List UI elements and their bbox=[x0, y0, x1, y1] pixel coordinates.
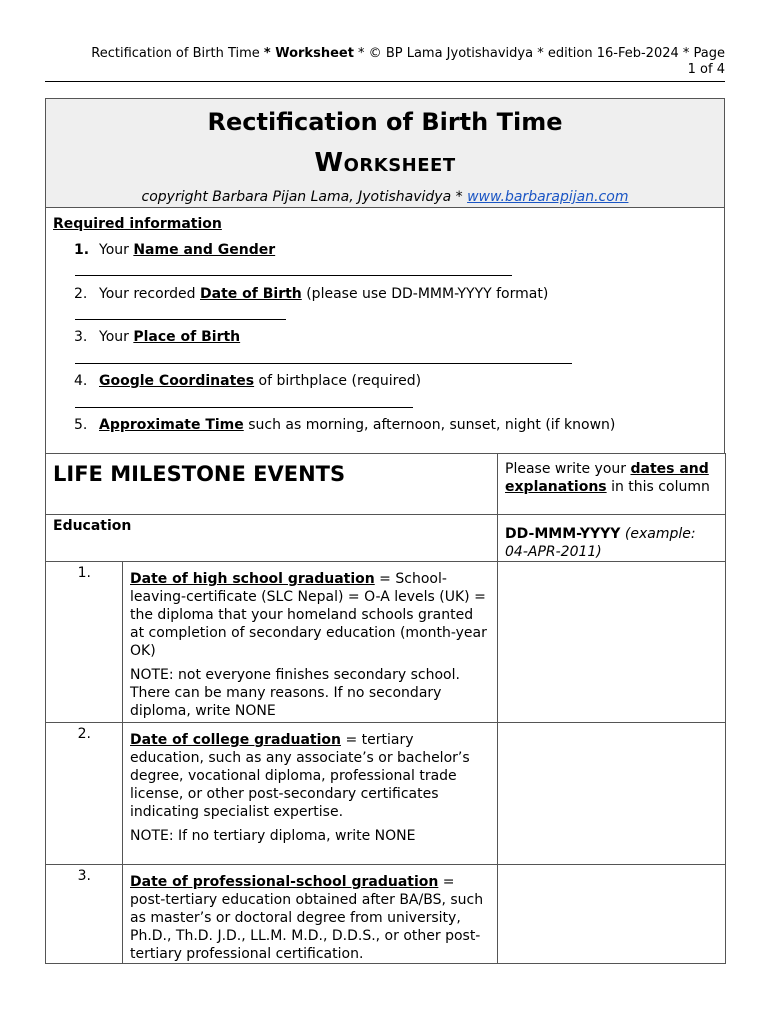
required-information-heading: Required information bbox=[53, 216, 222, 232]
document-subtitle: Worksheet bbox=[314, 148, 456, 178]
required-item-prefix: Your recorded bbox=[99, 286, 201, 302]
required-item-number: 4. bbox=[74, 373, 88, 389]
running-header bbox=[45, 46, 725, 78]
milestone-heading: LIFE MILESTONE EVENTS bbox=[46, 454, 498, 515]
milestone-header-row bbox=[46, 454, 726, 515]
date-format: DD-MMM-YYYY bbox=[505, 526, 621, 542]
instructions-prefix: Please write your bbox=[505, 461, 631, 477]
required-item-number: 1. bbox=[74, 242, 90, 258]
required-item-key: Approximate Time bbox=[99, 417, 244, 433]
required-item-suffix: (please use DD-MMM-YYYY format) bbox=[301, 286, 549, 302]
row-description bbox=[123, 562, 498, 723]
required-information-section bbox=[45, 207, 725, 453]
required-item-google-coordinates bbox=[74, 372, 421, 390]
required-item-name-gender bbox=[74, 241, 275, 259]
row-key: Date of professional-school graduation bbox=[130, 874, 439, 890]
required-item-key: Name and Gender bbox=[133, 242, 276, 258]
copyright-line bbox=[46, 188, 724, 206]
required-item-place-of-birth bbox=[74, 328, 240, 346]
education-section-row bbox=[46, 515, 726, 562]
milestone-row bbox=[46, 562, 726, 723]
copyright-text: copyright Barbara Pijan Lama, Jyotishavidya * bbox=[141, 189, 468, 205]
name-gender-answer-line[interactable] bbox=[75, 275, 512, 276]
row-description bbox=[123, 723, 498, 865]
website-link[interactable]: www.barbarapijan.com bbox=[467, 189, 629, 205]
running-header-edition: * © BP Lama Jyotishavidya * edition 16-Feb-2024 * Page bbox=[353, 46, 725, 61]
row-number: 1. bbox=[46, 562, 123, 723]
google-coordinates-answer-line[interactable] bbox=[75, 407, 413, 408]
row-key: Date of high school graduation bbox=[130, 571, 375, 587]
college-date-answer-cell[interactable] bbox=[498, 723, 726, 865]
date-format-example: (example: 04-APR-2011) bbox=[505, 526, 696, 560]
milestone-table bbox=[45, 453, 726, 964]
row-text: = School-leaving-certificate (SLC Nepal) = O-A levels (UK) = the diploma that your homeland schools granted at completion of secondary education (month-year OK) bbox=[130, 571, 487, 659]
row-description bbox=[123, 865, 498, 964]
running-header-page: 1 of 4 bbox=[687, 62, 725, 77]
header-rule bbox=[45, 81, 725, 82]
row-number: 2. bbox=[46, 723, 123, 865]
high-school-date-answer-cell[interactable] bbox=[498, 562, 726, 723]
instructions-cell bbox=[498, 454, 726, 515]
required-item-suffix: of birthplace (required) bbox=[254, 373, 422, 389]
row-text: = tertiary education, such as any associate’s or bachelor’s degree, vocational diploma, professional trade license, or other post-secondary certificates indicating specialist expertise. bbox=[130, 732, 470, 820]
document-title: Rectification of Birth Time bbox=[207, 108, 563, 136]
required-item-prefix: Your bbox=[99, 242, 134, 258]
date-of-birth-answer-line[interactable] bbox=[75, 319, 286, 320]
row-note: NOTE: not everyone finishes secondary school. There can be many reasons. If no secondary diploma, write NONE bbox=[130, 667, 460, 719]
required-item-key: Date of Birth bbox=[200, 286, 302, 302]
row-note: NOTE: If no tertiary diploma, write NONE bbox=[130, 828, 416, 844]
required-item-number: 3. bbox=[74, 329, 88, 345]
running-header-title: Rectification of Birth Time bbox=[91, 46, 264, 61]
instructions-key: dates and explanations bbox=[505, 461, 709, 495]
education-section-label: Education bbox=[46, 515, 498, 562]
required-item-date-of-birth bbox=[74, 285, 548, 303]
professional-school-date-answer-cell[interactable] bbox=[498, 865, 726, 964]
required-item-approximate-time bbox=[74, 416, 615, 434]
milestone-row bbox=[46, 723, 726, 865]
row-key: Date of college graduation bbox=[130, 732, 341, 748]
required-item-number: 5. bbox=[74, 417, 88, 433]
milestone-row bbox=[46, 865, 726, 964]
row-text: = post-tertiary education obtained after BA/BS, such as master’s or doctoral degree from university, Ph.D., Th.D. J.D., LL.M. M.D., D.D.S., or other post-tertiary professional certification. bbox=[130, 874, 484, 962]
required-item-prefix: Your bbox=[99, 329, 134, 345]
row-number: 3. bbox=[46, 865, 123, 964]
required-item-suffix: such as morning, afternoon, sunset, night (if known) bbox=[243, 417, 616, 433]
required-item-number: 2. bbox=[74, 286, 88, 302]
date-format-cell bbox=[498, 515, 726, 562]
title-box bbox=[45, 98, 725, 208]
place-of-birth-answer-line[interactable] bbox=[75, 363, 572, 364]
required-item-key: Google Coordinates bbox=[99, 373, 255, 389]
required-item-key: Place of Birth bbox=[133, 329, 241, 345]
instructions-suffix: in this column bbox=[606, 479, 710, 495]
running-header-worksheet: * Worksheet bbox=[263, 46, 354, 61]
